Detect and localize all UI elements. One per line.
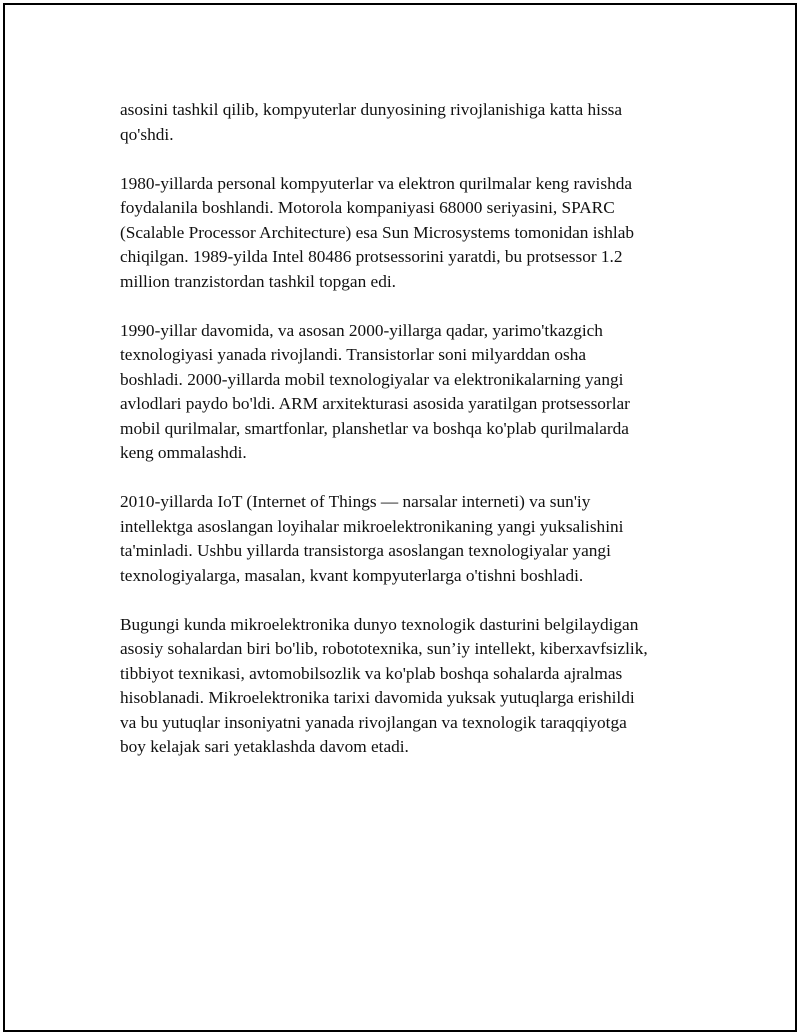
paragraph-1: asosini tashkil qilib, kompyuterlar dunyosining rivojlanishiga katta hissa qo'shdi. — [120, 100, 623, 144]
document-body — [120, 98, 695, 784]
paragraph-4: 2010-yillarda IoT (Internet of Things — narsalar interneti) va sun'iy intellektga asoslangan loyihalar mikroelektronikaning yangi yuksalishini ta'minladi. Ushbu yillarda transistorga asoslangan texnologiyalar yangi texnologiyalarga, masalan, kvant kompyuterlarga o'tishni boshladi. — [120, 492, 624, 585]
paragraph-3: 1990-yillar davomida, va asosan 2000-yillarga qadar, yarimo'tkazgich texnologiyasi yanada rivojlandi. Transistorlar soni milyarddan osha boshladi. 2000-yillarda mobil texnologiyalar va elektronikalarning yangi avlodlari paydo bo'ldi. ARM arxitekturasi asosida yaratilgan protsessorlar mobil qurilmalar, smartfonlar, planshetlar va boshqa ko'plab qurilmalarda keng ommalashdi. — [120, 320, 630, 462]
paragraph-2: 1980-yillarda personal kompyuterlar va elektron qurilmalar keng ravishda foydalanila boshlandi. Motorola kompaniyasi 68000 seriyasini, SPARC (Scalable Processor Architecture) esa Sun Microsystems tomonidan ishlab chiqilgan. 1989-yilda Intel 80486 protsessorini yaratdi, bu protsessor 1.2 million tranzistordan tashkil topgan edi. — [120, 173, 634, 291]
page-frame — [3, 3, 797, 1032]
paragraph-5: Bugungi kunda mikroelektronika dunyo texnologik dasturini belgilaydigan asosiy sohalardan biri bo'lib, robototexnika, sun’iy intellekt, kiberxavfsizlik, tibbiyot texnikasi, avtomobilsozlik va ko'plab boshqa sohalarda ajralmas hisoblanadi. Mikroelektronika tarixi davomida yuksak yutuqlarga erishildi va bu yutuqlar insoniyatni yanada rivojlangan va texnologik taraqqiyotga boy kelajak sari yetaklashda davom etadi. — [120, 614, 648, 756]
